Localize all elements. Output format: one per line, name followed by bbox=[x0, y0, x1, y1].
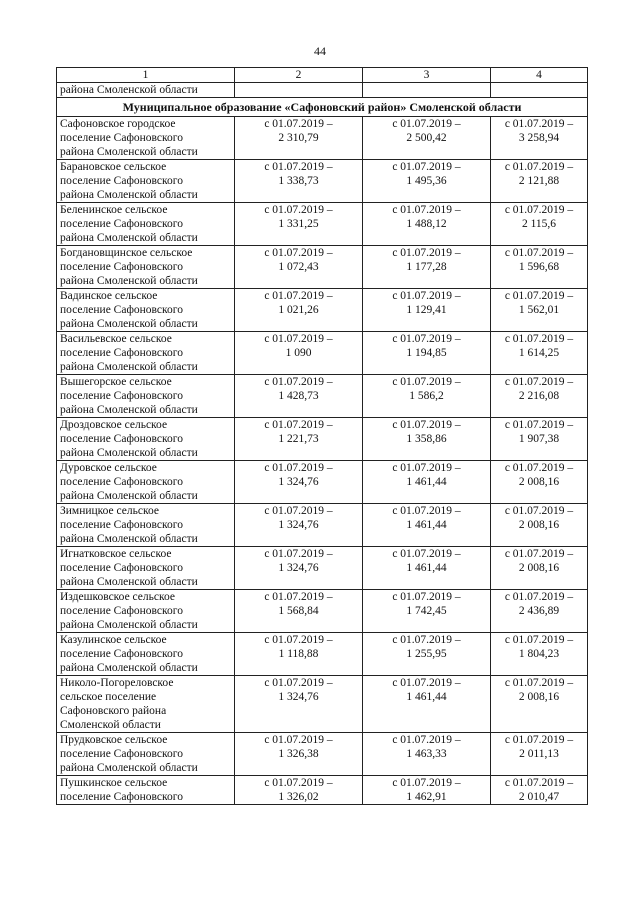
effective-date: с 01.07.2019 – bbox=[392, 634, 461, 646]
tariff-cell-col4 bbox=[491, 776, 588, 805]
table-row bbox=[57, 418, 588, 461]
tariff-value: 1 326,02 bbox=[278, 791, 319, 803]
tariff-value: 1 462,91 bbox=[406, 791, 447, 803]
effective-date: с 01.07.2019 – bbox=[504, 777, 574, 789]
tariff-value: 1 324,76 bbox=[278, 519, 319, 531]
tariff-cell-col4 bbox=[491, 676, 588, 733]
tariff-cell-col2 bbox=[235, 547, 363, 590]
settlement-name: Васильевское сельское поселение Сафоновского района Смоленской области bbox=[57, 332, 235, 375]
effective-date: с 01.07.2019 – bbox=[504, 591, 574, 603]
tariff-value: 1 118,88 bbox=[278, 648, 319, 660]
tariff-cell-col4 bbox=[491, 547, 588, 590]
tariff-cell-col3 bbox=[363, 160, 491, 203]
effective-date: с 01.07.2019 – bbox=[264, 376, 333, 388]
column-header-2: 2 bbox=[235, 68, 363, 83]
settlement-name: Николо-Погореловское сельское поселение Сафоновского района Смоленской области bbox=[57, 676, 235, 733]
table-row bbox=[57, 375, 588, 418]
effective-date: с 01.07.2019 – bbox=[264, 634, 333, 646]
tariff-cell-col3 bbox=[363, 332, 491, 375]
settlement-name: Вадинское сельское поселение Сафоновского района Смоленской области bbox=[57, 289, 235, 332]
tariff-cell-col2 bbox=[235, 375, 363, 418]
settlement-name: Сафоновское городское поселение Сафоновского района Смоленской области bbox=[57, 117, 235, 160]
section-title: Муниципальное образование «Сафоновский район» Смоленской области bbox=[57, 98, 588, 117]
tariff-value: 2 115,6 bbox=[521, 218, 557, 230]
table-row bbox=[57, 246, 588, 289]
tariff-cell-col4 bbox=[491, 203, 588, 246]
tariff-value: 1 324,76 bbox=[278, 476, 319, 488]
effective-date: с 01.07.2019 – bbox=[264, 591, 333, 603]
tariff-value: 1 324,76 bbox=[278, 691, 319, 703]
effective-date: с 01.07.2019 – bbox=[392, 419, 461, 431]
tariff-value: 2 500,42 bbox=[406, 132, 447, 144]
tariff-cell-col4 bbox=[491, 504, 588, 547]
continued-row-cell bbox=[363, 83, 491, 98]
effective-date: с 01.07.2019 – bbox=[392, 161, 461, 173]
effective-date: с 01.07.2019 – bbox=[504, 419, 574, 431]
effective-date: с 01.07.2019 – bbox=[504, 677, 574, 689]
tariff-cell-col2 bbox=[235, 733, 363, 776]
tariff-cell-col2 bbox=[235, 633, 363, 676]
effective-date: с 01.07.2019 – bbox=[264, 333, 333, 345]
tariff-cell-col2 bbox=[235, 776, 363, 805]
tariff-value: 1 129,41 bbox=[406, 304, 447, 316]
tariff-value: 2 011,13 bbox=[519, 748, 559, 760]
tariff-cell-col2 bbox=[235, 504, 363, 547]
tariff-table bbox=[56, 67, 588, 805]
effective-date: с 01.07.2019 – bbox=[264, 734, 333, 746]
effective-date: с 01.07.2019 – bbox=[392, 204, 461, 216]
tariff-cell-col4 bbox=[491, 733, 588, 776]
tariff-value: 1 804,23 bbox=[518, 648, 560, 660]
tariff-cell-col4 bbox=[491, 633, 588, 676]
tariff-value: 2 008,16 bbox=[518, 476, 560, 488]
tariff-cell-col3 bbox=[363, 504, 491, 547]
settlement-name: Пушкинское сельское поселение Сафоновского bbox=[57, 776, 235, 805]
tariff-value: 1 461,44 bbox=[406, 562, 447, 574]
effective-date: с 01.07.2019 – bbox=[392, 333, 461, 345]
effective-date: с 01.07.2019 – bbox=[392, 548, 461, 560]
tariff-value: 1 338,73 bbox=[278, 175, 319, 187]
page-number: 44 bbox=[314, 44, 326, 58]
effective-date: с 01.07.2019 – bbox=[392, 677, 461, 689]
tariff-cell-col3 bbox=[363, 733, 491, 776]
effective-date: с 01.07.2019 – bbox=[504, 161, 574, 173]
effective-date: с 01.07.2019 – bbox=[504, 634, 574, 646]
effective-date: с 01.07.2019 – bbox=[392, 376, 461, 388]
tariff-cell-col3 bbox=[363, 633, 491, 676]
tariff-value: 2 216,08 bbox=[518, 390, 560, 402]
tariff-value: 1 090 bbox=[285, 347, 312, 359]
effective-date: с 01.07.2019 – bbox=[264, 204, 333, 216]
tariff-cell-col2 bbox=[235, 289, 363, 332]
effective-date: с 01.07.2019 – bbox=[504, 118, 574, 130]
table-row bbox=[57, 117, 588, 160]
tariff-value: 2 121,88 bbox=[518, 175, 560, 187]
tariff-cell-col3 bbox=[363, 461, 491, 504]
table-row bbox=[57, 203, 588, 246]
tariff-value: 1 255,95 bbox=[406, 648, 447, 660]
tariff-value: 1 907,38 bbox=[518, 433, 560, 445]
tariff-cell-col2 bbox=[235, 418, 363, 461]
tariff-cell-col4 bbox=[491, 117, 588, 160]
tariff-value: 1 562,01 bbox=[518, 304, 560, 316]
effective-date: с 01.07.2019 – bbox=[264, 161, 333, 173]
tariff-value: 1 461,44 bbox=[406, 691, 447, 703]
settlement-name: Зимницкое сельское поселение Сафоновского района Смоленской области bbox=[57, 504, 235, 547]
tariff-value: 1 568,84 bbox=[278, 605, 319, 617]
effective-date: с 01.07.2019 – bbox=[504, 376, 574, 388]
tariff-cell-col2 bbox=[235, 160, 363, 203]
continued-row-cell bbox=[491, 83, 588, 98]
tariff-cell-col3 bbox=[363, 418, 491, 461]
tariff-cell-col3 bbox=[363, 776, 491, 805]
effective-date: с 01.07.2019 – bbox=[264, 419, 333, 431]
effective-date: с 01.07.2019 – bbox=[504, 734, 574, 746]
tariff-cell-col4 bbox=[491, 590, 588, 633]
tariff-cell-col2 bbox=[235, 590, 363, 633]
column-header-3: 3 bbox=[363, 68, 491, 83]
tariff-value: 1 461,44 bbox=[406, 519, 447, 531]
tariff-cell-col3 bbox=[363, 547, 491, 590]
tariff-cell-col3 bbox=[363, 676, 491, 733]
table-row bbox=[57, 547, 588, 590]
tariff-value: 3 258,94 bbox=[518, 132, 560, 144]
tariff-cell-col4 bbox=[491, 246, 588, 289]
settlement-name: Барановское сельское поселение Сафоновского района Смоленской области bbox=[57, 160, 235, 203]
effective-date: с 01.07.2019 – bbox=[504, 462, 574, 474]
effective-date: с 01.07.2019 – bbox=[504, 505, 574, 517]
tariff-value: 2 310,79 bbox=[278, 132, 319, 144]
continued-row-name: района Смоленской области bbox=[57, 83, 235, 98]
tariff-value: 1 495,36 bbox=[406, 175, 447, 187]
tariff-value: 1 586,2 bbox=[409, 390, 444, 402]
tariff-cell-col2 bbox=[235, 461, 363, 504]
settlement-name: Издешковское сельское поселение Сафоновского района Смоленской области bbox=[57, 590, 235, 633]
tariff-value: 1 177,28 bbox=[406, 261, 447, 273]
tariff-value: 1 331,25 bbox=[278, 218, 319, 230]
table-row bbox=[57, 332, 588, 375]
effective-date: с 01.07.2019 – bbox=[264, 462, 333, 474]
tariff-cell-col3 bbox=[363, 117, 491, 160]
effective-date: с 01.07.2019 – bbox=[392, 118, 461, 130]
tariff-value: 1 324,76 bbox=[278, 562, 319, 574]
column-header-4: 4 bbox=[491, 68, 588, 83]
tariff-value: 1 072,43 bbox=[278, 261, 319, 273]
section-row bbox=[57, 98, 588, 117]
tariff-cell-col2 bbox=[235, 203, 363, 246]
effective-date: с 01.07.2019 – bbox=[504, 290, 574, 302]
settlement-name: Прудковское сельское поселение Сафоновского района Смоленской области bbox=[57, 733, 235, 776]
tariff-cell-col3 bbox=[363, 375, 491, 418]
table-row bbox=[57, 160, 588, 203]
column-header-1: 1 bbox=[57, 68, 235, 83]
tariff-value: 2 008,16 bbox=[518, 562, 560, 574]
tariff-cell-col4 bbox=[491, 461, 588, 504]
tariff-cell-col3 bbox=[363, 590, 491, 633]
effective-date: с 01.07.2019 – bbox=[264, 118, 333, 130]
tariff-value: 1 742,45 bbox=[406, 605, 447, 617]
tariff-value: 1 194,85 bbox=[406, 347, 447, 359]
tariff-value: 1 326,38 bbox=[278, 748, 319, 760]
tariff-value: 1 358,86 bbox=[406, 433, 447, 445]
effective-date: с 01.07.2019 – bbox=[264, 548, 333, 560]
effective-date: с 01.07.2019 – bbox=[392, 591, 461, 603]
effective-date: с 01.07.2019 – bbox=[504, 333, 574, 345]
tariff-value: 1 463,33 bbox=[406, 748, 447, 760]
tariff-value: 1 614,25 bbox=[518, 347, 560, 359]
tariff-value: 1 596,68 bbox=[518, 261, 560, 273]
tariff-cell-col2 bbox=[235, 332, 363, 375]
effective-date: с 01.07.2019 – bbox=[392, 247, 461, 259]
effective-date: с 01.07.2019 – bbox=[264, 677, 333, 689]
tariff-value: 1 021,26 bbox=[278, 304, 319, 316]
effective-date: с 01.07.2019 – bbox=[264, 505, 333, 517]
effective-date: с 01.07.2019 – bbox=[504, 204, 574, 216]
table-row bbox=[57, 633, 588, 676]
settlement-name: Дуровское сельское поселение Сафоновского района Смоленской области bbox=[57, 461, 235, 504]
settlement-name: Казулинское сельское поселение Сафоновского района Смоленской области bbox=[57, 633, 235, 676]
settlement-name: Игнатковское сельское поселение Сафоновского района Смоленской области bbox=[57, 547, 235, 590]
tariff-cell-col4 bbox=[491, 418, 588, 461]
effective-date: с 01.07.2019 – bbox=[392, 734, 461, 746]
tariff-cell-col3 bbox=[363, 246, 491, 289]
tariff-value: 1 488,12 bbox=[406, 218, 447, 230]
tariff-cell-col2 bbox=[235, 117, 363, 160]
effective-date: с 01.07.2019 – bbox=[504, 247, 574, 259]
tariff-value: 1 461,44 bbox=[406, 476, 447, 488]
tariff-cell-col4 bbox=[491, 289, 588, 332]
effective-date: с 01.07.2019 – bbox=[392, 505, 461, 517]
tariff-cell-col2 bbox=[235, 676, 363, 733]
effective-date: с 01.07.2019 – bbox=[264, 290, 333, 302]
tariff-cell-col3 bbox=[363, 203, 491, 246]
tariff-value: 2 008,16 bbox=[518, 519, 560, 531]
settlement-name: Дроздовское сельское поселение Сафоновского района Смоленской области bbox=[57, 418, 235, 461]
table-row bbox=[57, 676, 588, 733]
continued-row bbox=[57, 83, 588, 98]
table-row bbox=[57, 733, 588, 776]
effective-date: с 01.07.2019 – bbox=[392, 290, 461, 302]
settlement-name: Богдановщинское сельское поселение Сафоновского района Смоленской области bbox=[57, 246, 235, 289]
tariff-value: 2 008,16 bbox=[518, 691, 560, 703]
table-row bbox=[57, 461, 588, 504]
tariff-cell-col4 bbox=[491, 332, 588, 375]
tariff-cell-col2 bbox=[235, 246, 363, 289]
table-row bbox=[57, 504, 588, 547]
tariff-cell-col3 bbox=[363, 289, 491, 332]
effective-date: с 01.07.2019 – bbox=[264, 777, 333, 789]
tariff-cell-col4 bbox=[491, 160, 588, 203]
continued-row-cell bbox=[235, 83, 363, 98]
table-row bbox=[57, 289, 588, 332]
tariff-value: 2 010,47 bbox=[518, 791, 560, 803]
tariff-value: 2 436,89 bbox=[518, 605, 560, 617]
table-row bbox=[57, 776, 588, 805]
table-body bbox=[57, 68, 588, 805]
header-row bbox=[57, 68, 588, 83]
effective-date: с 01.07.2019 – bbox=[392, 777, 461, 789]
table-row bbox=[57, 590, 588, 633]
effective-date: с 01.07.2019 – bbox=[264, 247, 333, 259]
effective-date: с 01.07.2019 – bbox=[504, 548, 574, 560]
settlement-name: Вышегорское сельское поселение Сафоновского района Смоленской области bbox=[57, 375, 235, 418]
effective-date: с 01.07.2019 – bbox=[392, 462, 461, 474]
tariff-value: 1 428,73 bbox=[278, 390, 319, 402]
tariff-value: 1 221,73 bbox=[278, 433, 319, 445]
settlement-name: Беленинское сельское поселение Сафоновского района Смоленской области bbox=[57, 203, 235, 246]
tariff-cell-col4 bbox=[491, 375, 588, 418]
